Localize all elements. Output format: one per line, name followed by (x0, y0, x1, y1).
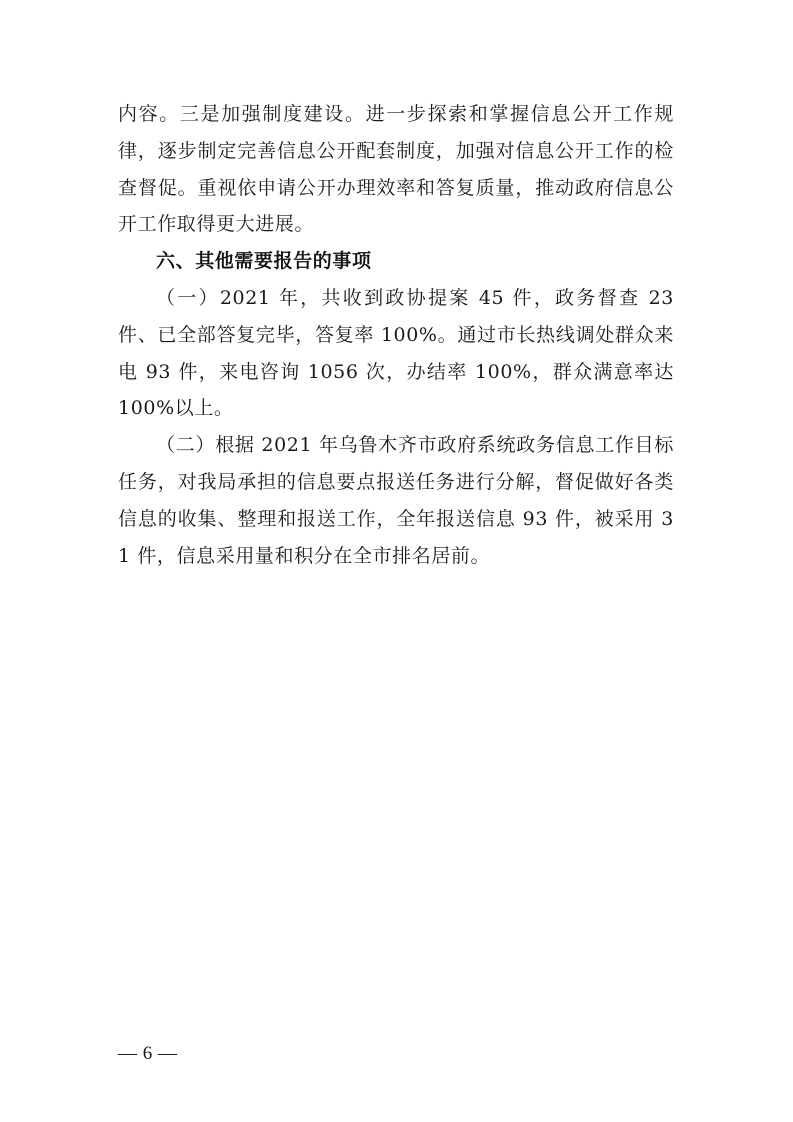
section-heading: 六、其他需要报告的事项 (156, 250, 372, 273)
page-number: — 6 — (118, 1043, 178, 1064)
paragraph-item-one: （一）2021 年，共收到政协提案 45 件，政务督查 23 件、已全部答复完毕，答复率 100%。通过市长热线调处群众来电 93 件，来电咨询 1056 次，办结率 100%，群众满意率达 100%以上。 (118, 286, 674, 420)
paragraph-continuation: 内容。三是加强制度建设。进一步探索和掌握信息公开工作规律，逐步制定完善信息公开配套制度，加强对信息公开工作的检查督促。重视依申请公开办理效率和答复质量，推动政府信息公开工作取得更大进展。 (118, 103, 674, 236)
paragraph-item-two: （二）根据 2021 年乌鲁木齐市政府系统政务信息工作目标任务，对我局承担的信息要点报送任务进行分解，督促做好各类信息的收集、整理和报送工作，全年报送信息 93 件，被采用 31 件，信息采用量和积分在全市排名居前。 (118, 434, 674, 567)
document-body (118, 96, 674, 574)
